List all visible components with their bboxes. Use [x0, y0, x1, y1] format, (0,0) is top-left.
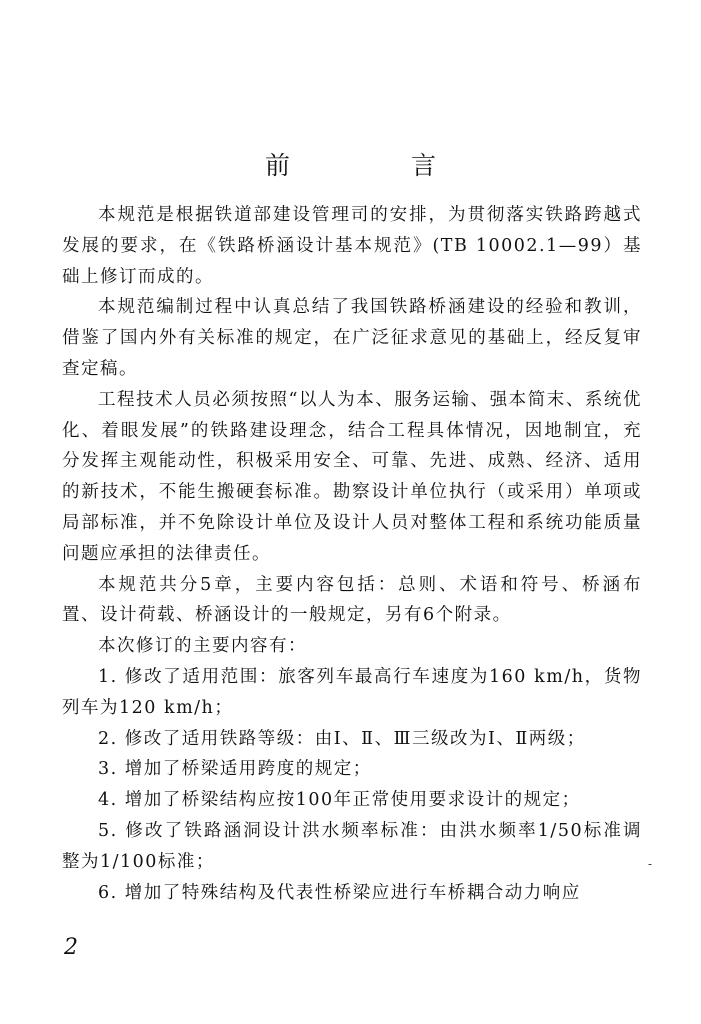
- paragraph-intro: 本规范是根据铁道部建设管理司的安排，为贯彻落实铁路跨越式发展的要求，在《铁路桥涵设计基本规范》(TB 10002.1—99）基础上修订而成的。: [62, 205, 642, 287]
- revision-item-3: 3. 增加了桥梁适用跨度的规定；: [98, 759, 372, 780]
- page-title: 前 言: [264, 151, 484, 180]
- revision-item-4: 4. 增加了桥梁结构应按100年正常使用要求设计的规定；: [98, 790, 581, 811]
- stray-mark: -: [648, 857, 653, 871]
- page-number: 2: [64, 935, 78, 960]
- revision-item-6: 6. 增加了特殊结构及代表性桥梁应进行车桥耦合动力响应: [98, 882, 581, 903]
- revision-item-1: 1. 修改了适用范围：旅客列车最高行车速度为160 km/h，货物列车为120 km/h；: [62, 666, 642, 718]
- paragraph-compilation: 本规范编制过程中认真总结了我国铁路桥涵建设的经验和教训，借鉴了国内外有关标准的规定，在广泛征求意见的基础上，经反复审查定稿。: [62, 297, 642, 379]
- document-body: [62, 200, 642, 908]
- paragraph-revision-heading: 本次修订的主要内容有：: [98, 636, 307, 657]
- revision-item-5: 5. 修改了铁路涵洞设计洪水频率标准：由洪水频率1/50标准调整为1/100标准；: [62, 820, 642, 872]
- revision-item-2: 2. 修改了适用铁路等级：由Ⅰ、Ⅱ、Ⅲ三级改为Ⅰ、Ⅱ两级；: [98, 728, 586, 749]
- paragraph-principles: 工程技术人员必须按照“以人为本、服务运输、强本简末、系统优化、着眼发展”的铁路建设理念，结合工程具体情况，因地制宜，充分发挥主观能动性，积极采用安全、可靠、先进、成熟、经济、适用的新技术，不能生搬硬套标准。勘察设计单位执行（或采用）单项或局部标准，并不免除设计单位及设计人员对整体工程和系统功能质量问题应承担的法律责任。: [62, 389, 642, 564]
- paragraph-chapters: 本规范共分5章，主要内容包括：总则、术语和符号、桥涵布置、设计荷载、桥涵设计的一般规定，另有6个附录。: [62, 574, 642, 626]
